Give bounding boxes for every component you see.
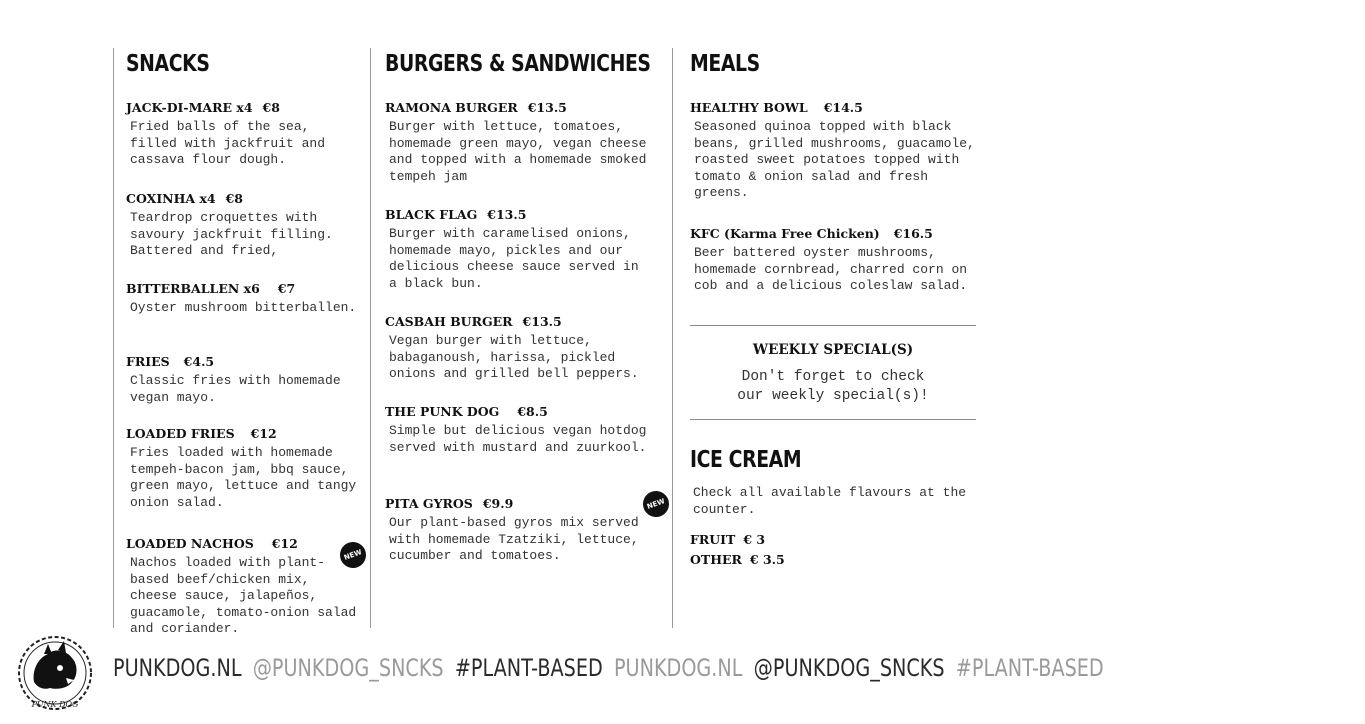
snacks-column [113, 48, 366, 636]
ice-cream-description: Check all available flavours at the counter. [693, 485, 967, 517]
weekly-special-text: Don't forget to check our weekly special(s)! [737, 369, 929, 404]
item-description: Burger with caramelised onions, homemade mayo, pickles and our delicious cheese sauce served in a black bun. [389, 226, 639, 291]
footer-website: PUNKDOG.NL [113, 654, 242, 682]
item-price: €8 [262, 100, 280, 115]
item-price: €14.5 [823, 100, 863, 115]
item-description: Fried balls of the sea, filled with jackfruit and cassava flour dough. [130, 119, 326, 167]
item-description: Our plant-based gyros mix served with homemade Tzatziki, lettuce, cucumber and tomatoes. [389, 515, 639, 563]
item-name: JACK-DI-MARE x4 [126, 100, 253, 115]
item-description: Burger with lettuce, tomatoes, homemade green mayo, vegan cheese and topped with a homemade smoked tempeh jam [389, 119, 647, 184]
menu-item [385, 314, 647, 383]
item-name: LOADED FRIES [126, 426, 235, 441]
footer-handle: @PUNKDOG_SNCKS [753, 654, 945, 682]
menu-item [385, 207, 647, 292]
item-name: OTHER [690, 552, 742, 567]
footer-banner [113, 654, 1104, 686]
snacks-title: SNACKS [126, 51, 210, 77]
menu-item [385, 404, 647, 456]
menu-item [690, 226, 980, 295]
menu-item [126, 536, 358, 638]
menu-item [690, 100, 980, 202]
ice-cream-item [690, 532, 765, 547]
item-price: €8 [225, 191, 244, 206]
divider [690, 419, 976, 420]
ice-cream-title: ICE CREAM [690, 447, 802, 473]
item-name: PITA GYROS [385, 496, 473, 511]
new-badge-icon: NEW [639, 487, 672, 520]
item-description: Seasoned quinoa topped with black beans, grilled mushrooms, guacamole, roasted sweet potatoes topped with tomato & onion salad and fresh greens. [694, 119, 975, 200]
footer-handle: @PUNKDOG_SNCKS [252, 654, 444, 682]
item-description: Fries loaded with homemade tempeh-bacon jam, bbq sauce, green mayo, lettuce and tangy onion salad. [130, 445, 357, 510]
item-price: €13.5 [527, 100, 567, 115]
item-price: € 3.5 [749, 552, 785, 567]
menu-item [385, 100, 647, 185]
divider [690, 325, 976, 326]
item-name: KFC (Karma Free Chicken) [690, 226, 880, 241]
item-description: Nachos loaded with plant-based beef/chicken mix, cheese sauce, jalapeños, guacamole, tomato-onion salad and coriander. [130, 555, 357, 636]
item-price: €9.9 [482, 496, 514, 511]
item-description: Teardrop croquettes with savoury jackfruit filling. Battered and fried, [130, 210, 333, 258]
footer-hashtag: #PLANT-BASED [955, 654, 1104, 682]
weekly-special-title: WEEKLY SPECIAL(S) [752, 342, 914, 358]
item-price: €12 [271, 536, 298, 551]
punk-dog-logo-icon [14, 632, 96, 714]
item-price: € 3 [743, 532, 766, 547]
item-price: €8.5 [517, 404, 548, 419]
item-name: LOADED NACHOS [126, 536, 254, 551]
item-price: €7 [277, 281, 296, 296]
item-price: €16.5 [893, 226, 933, 241]
item-price: €13.5 [487, 207, 527, 222]
item-name: BITTERBALLEN x6 [126, 281, 260, 296]
menu-item [126, 191, 358, 260]
menu-item [126, 100, 358, 169]
item-description: Beer battered oyster mushrooms, homemade cornbread, charred corn on cob and a delicious coleslaw salad. [694, 245, 968, 293]
item-name: HEALTHY BOWL [690, 100, 808, 115]
menu-item [126, 354, 358, 406]
menu-item [385, 496, 647, 565]
item-price: €13.5 [522, 314, 562, 329]
item-description: Simple but delicious vegan hotdog served with mustard and zuurkool. [389, 423, 647, 455]
item-price: €4.5 [183, 354, 215, 369]
footer-website: PUNKDOG.NL [613, 654, 743, 682]
new-badge-icon: NEW [336, 538, 369, 571]
item-name: THE PUNK DOG [385, 404, 500, 419]
item-name: BLACK FLAG [385, 207, 478, 222]
item-price: €12 [250, 426, 277, 441]
item-name: COXINHA x4 [126, 191, 216, 206]
menu-item [126, 281, 358, 317]
item-name: FRIES [126, 354, 170, 369]
meals-title: MEALS [690, 51, 760, 77]
item-description: Vegan burger with lettuce, babaganoush, harissa, pickled onions and grilled bell peppers. [389, 333, 639, 381]
burgers-column [370, 48, 667, 628]
item-name: RAMONA BURGER [385, 100, 518, 115]
item-description: Classic fries with homemade vegan mayo. [130, 373, 341, 405]
meals-column [672, 48, 995, 628]
item-description: Oyster mushroom bitterballen. [130, 300, 357, 315]
footer-hashtag: #PLANT-BASED [454, 654, 603, 682]
item-name: FRUIT [690, 532, 736, 547]
burgers-title: BURGERS & SANDWICHES [385, 51, 651, 77]
ice-cream-item [690, 552, 785, 567]
menu-item [126, 426, 358, 511]
item-name: CASBAH BURGER [385, 314, 513, 329]
logo-text: PUNK DOG [31, 700, 79, 709]
